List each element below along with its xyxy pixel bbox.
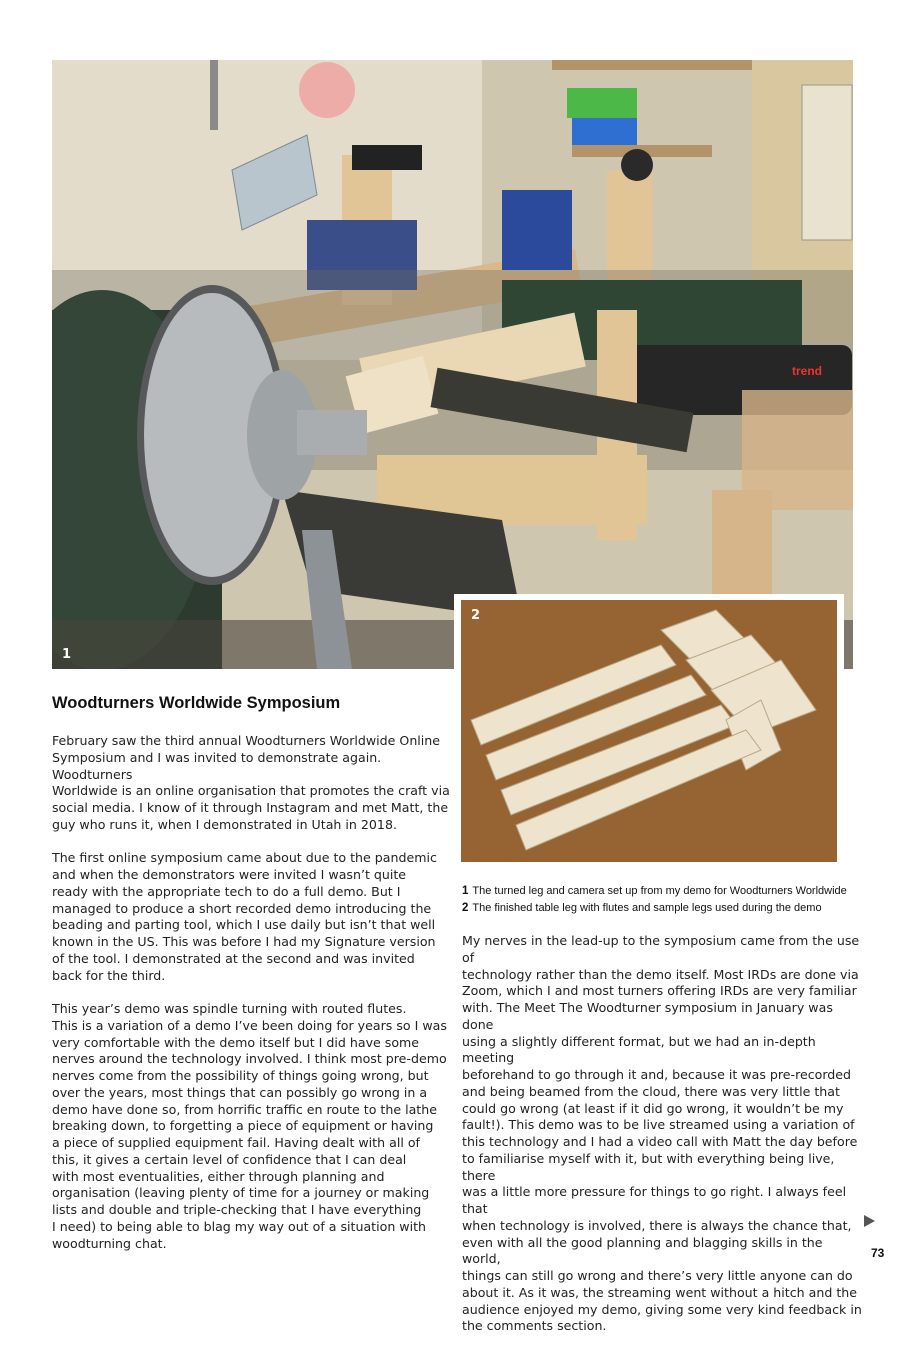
paragraph: My nerves in the lead-up to the symposium came from the use of technology rather than the demo itself. Most IRDs are done via Zoom, which I and most turners offering IRDs are very familiar with. The Meet The Woodturner symposium in January was done using a slightly different format, but we had an in-depth meeting beforehand to go through it and, because it was pre-recorded and being beamed from the cloud, there was very little that could go wrong (at least if it did go wrong, it wouldn’t be my fault!). This demo was to be live streamed using a variation of this technology and I had a video call with Matt the day before to familiarise myself with it, but with everything being live, there was a little more pressure for things to go right. I always feel that when technology is involved, there is always the chance that, even with all the good planning and blagging skills in the world, things can still go wrong and there’s very little anyone can do about it. As it was, the streaming went without a hitch and the audience enjoyed my demo, giving some very kind feedback in the comments section.	[462, 933, 862, 1334]
svg-text:trend: trend	[792, 364, 822, 378]
caption-2	[462, 900, 862, 917]
photo-number-2: 2	[471, 608, 481, 623]
paragraph: This year’s demo was spindle turning with routed flutes. This is a variation of a demo I’ve been doing for years so I was very comfortable with the demo itself but I did have some nerves around the technology involved. I think most pre-demo nerves come from the possibility of things going wrong, but over the years, most things that can possibly go wrong in a demo have done so, from horrific traffic en route to the lathe breaking down, to forgetting a piece of equipment or having a piece of supplied equipment fail. Having dealt with all of this, it gives a certain level of confidence that I can deal with most eventualities, either through planning and organisation (leaving plenty of time for a journey or making lists and double and triple-checking that I have everything I need) to being able to blag my way out of a situation with woodturning chat.	[52, 1001, 447, 1251]
caption-text: The finished table leg with flutes and sample legs used during the demo	[472, 902, 822, 914]
page-number: 73	[871, 1246, 885, 1260]
caption-1	[462, 883, 862, 900]
photo-number-1: 1	[62, 647, 72, 662]
photo-lathe-setup	[52, 60, 853, 669]
next-page-arrow-icon[interactable]	[864, 1215, 875, 1227]
right-column	[462, 933, 862, 1352]
lathe-illustration	[52, 60, 853, 669]
caption-number: 1	[462, 885, 469, 897]
legs-illustration	[461, 600, 837, 862]
photo-finished-legs	[461, 600, 837, 862]
paragraph: February saw the third annual Woodturners Worldwide Online Symposium and I was invited to demonstrate again. Woodturners Worldwide is an online organisation that promotes the craft via social media. I know of it through Instagram and met Matt, the guy who runs it, when I demonstrated in Utah in 2018.	[52, 733, 450, 832]
paragraph: The first online symposium came about due to the pandemic and when the demonstrators were invited I wasn’t quite ready with the appropriate tech to do a full demo. But I managed to produce a short recorded demo introducing the beading and parting tool, which I use daily but isn’t that well known in the US. This was before I had my Signature version of the tool. I demonstrated at the second and was invited back for the third.	[52, 850, 437, 983]
article-headline: Woodturners Worldwide Symposium	[52, 694, 341, 712]
photo-captions	[462, 883, 862, 917]
caption-number: 2	[462, 902, 469, 914]
left-column	[52, 733, 452, 1269]
caption-text: The turned leg and camera set up from my demo for Woodturners Worldwide	[472, 885, 847, 897]
